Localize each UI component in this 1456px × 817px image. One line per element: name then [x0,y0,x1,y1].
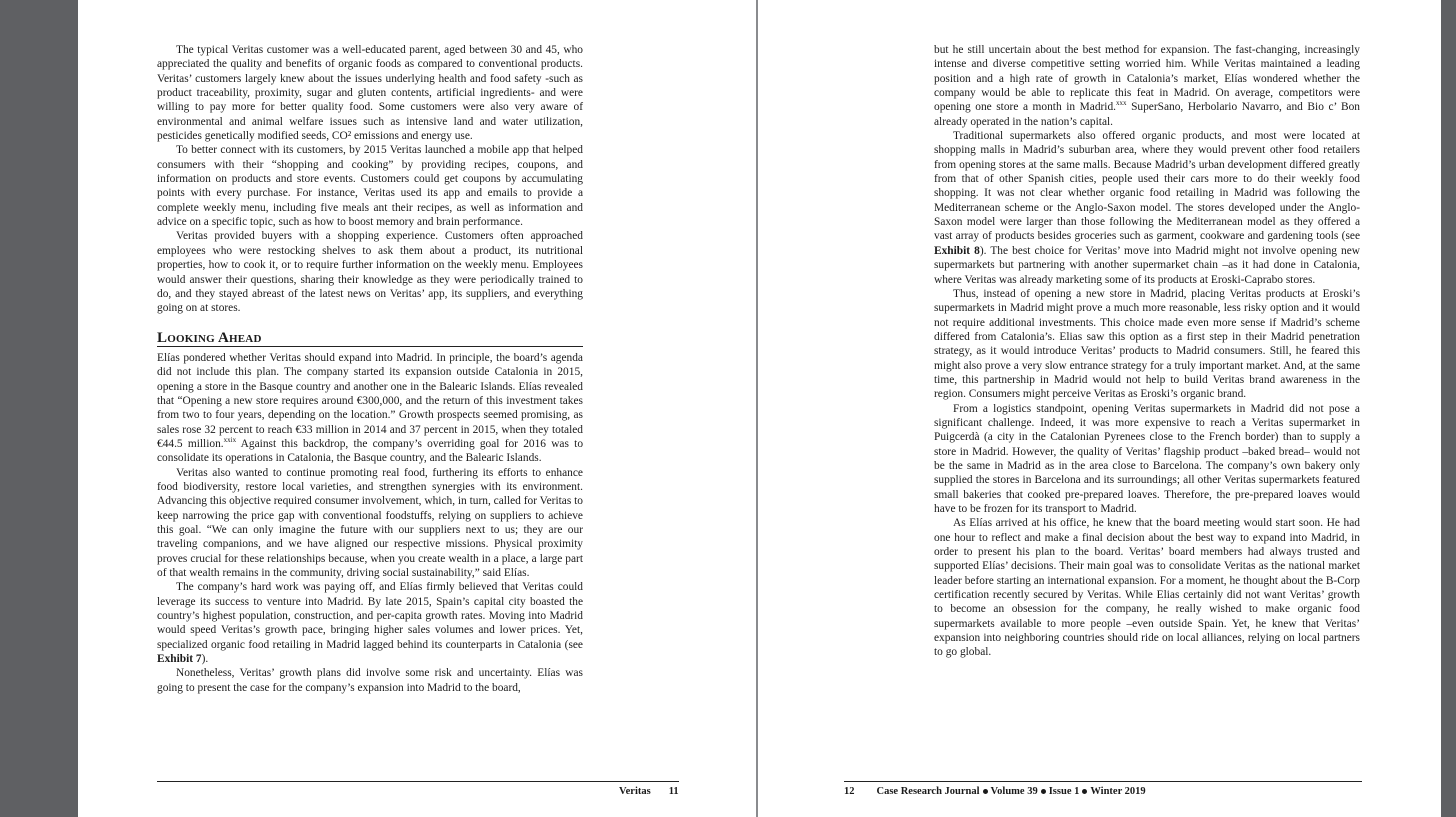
paragraph-uncertainty: but he still uncertain about the best method for expansion. The fast-changing, increasingly intense and diverse competitive setting worried him. While Veritas maintained a leading position and a high rate of growth in Catalonia’s market, Elías wondered whether the company would be able to replicate this feat in Madrid. On average, competitors were opening one store a month in Madrid.$^{xxx}$ SuperSano, Herbolario Navarro, and Bio c’ Bon already operated in the nation’s capital. [934,44,1360,128]
bullet-icon [1082,789,1087,794]
left-text-column [157,43,583,695]
paragraph-board-meeting: As Elías arrived at his office, he knew that the board meeting would start soon. He had one hour to reflect and make a final decision about the best way to expand into Madrid, in order to present his plan to the board. Veritas’ board members had always trusted and supported Elías’ decisions. Their main goal was to consolidate Veritas as the national market leader before starting an international expansion. For a moment, he thought about the B-Corp certification recently secured by Veritas. While Elias certainly did not want Veritas’ growth to become an obsession for the company, he really wished to make organic food supermarkets available to more people –even outside Spain. Yet, he knew that Veritas’ expansion into neighboring countries should ride on local alliances, relying on local partners to go global. [934,517,1360,659]
paragraph-real-food: Veritas also wanted to continue promoting real food, furthering its efforts to enhance food biodiversity, restore local varieties, and strengthen synergies with its environment. Advancing this objective required consumer involvement, which, in turn, called for Veritas to keep narrowing the price gap with conventional foodstuffs, relying on suppliers to achieve this goal. “We can only imagine the future with our suppliers next to us; they are our traveling companions, and we have aligned our respective missions. Physical proximity proves crucial for these relationships because, when you create wealth in a place, a large part of that wealth remains in the community, driving social sustainability,” said Elías. [157,466,583,580]
journal-name: Case Research Journal [876,786,980,797]
left-page-footer [619,786,679,797]
journal-issue: Issue 1 [1048,786,1080,797]
footer-rule [157,781,679,782]
bullet-icon [1041,789,1046,794]
paragraph-expansion: Elías pondered whether Veritas should expand into Madrid. In principle, the board’s agenda did not include this plan. The company started its expansion outside Catalonia in 2015, opening a store in the Basque country and another one in the Balearic Islands. Elías revealed that “Opening a new store requires around €300,000, and the return of this investment takes from two to four years, depending on the location.” Growth prospects seemed promising, as sales rose 32 percent to reach €33 million in 2014 and 37 percent in 2015, when they totaled €44.5 million.$^{xxix}$ Against this backdrop, the company’s overriding goal for 2016 was to consolidate its operations in Catalonia, the Basque country, and the Balearic Islands. [157,351,584,465]
endnote-marker[interactable]: xxx [1116,99,1127,108]
footer-rule [844,781,1362,782]
bullet-icon [983,789,988,794]
exhibit-8-reference[interactable]: Exhibit 8 [934,244,980,257]
exhibit-7-reference[interactable]: Exhibit 7 [157,653,202,666]
right-text-column [934,43,1360,660]
endnote-marker[interactable]: xxix [223,436,237,445]
journal-season: Winter 2019 [1090,786,1146,797]
paragraph-mobile-app: To better connect with its customers, by 2015 Veritas launched a mobile app that helped consumers with their “shopping and cooking” by providing recipes, coupons, and information on products and store events. Customers could get coupons by accumulating points with every purchase. For instance, Veritas used its app and emails to provide a complete weekly menu, including five meals ant their recipes, as well as information and advice on a specific topic, such as how to boost memory and brain performance. [157,144,583,229]
journal-volume: Volume 39 [990,786,1038,797]
right-page-footer [844,786,1146,797]
page-number: 12 [844,786,855,797]
left-page [78,0,756,817]
paragraph-logistics: From a logistics standpoint, opening Veritas supermarkets in Madrid did not pose a significant challenge. Indeed, it was more expensive to reach a Veritas supermarket in Puigcerdà (a city in the Catalonian Pyrenees close to the French border) than to supply a store in Madrid. However, the quality of Veritas’ flagship product –baked bread– would not be the same in Madrid as in the area close to Barcelona. The company’s own bakery only supplied the stores in Barcelona and its surroundings; all other Veritas supermarkets featured small bakeries that cooked pre-prepared loaves. Therefore, the pre-prepared loaves would have to be frozen for its transport to Madrid. [934,402,1360,515]
footer-title: Veritas [619,786,651,797]
paragraph-eroski-option: Thus, instead of opening a new store in Madrid, placing Veritas products at Eroski’s supermarkets in Madrid might prove a much more reasonable, less risky option and it would not require additional investments. This choice made even more sense if Madrid’s scheme differed from Catalonia’s. Elias saw this option as a first step in their Madrid penetration strategy, as it would introduce Veritas’ products to Madrid consumers. Still, he feared this might also prove a very slow entrance strategy for a truly important market. And, at the same time, this partnership in Madrid would not help to build Veritas brand awareness in the region. Consumers might perceive Veritas as Eroski’s organic brand. [934,287,1360,401]
right-page [758,0,1441,817]
page-number: 11 [668,786,679,797]
paragraph-customer-profile: The typical Veritas customer was a well-educated parent, aged between 30 and 45, who appreciated the quality and benefits of organic foods as compared to conventional products. Veritas’ customers largely knew about the issues underlying health and food safety -such as product traceability, proximity, sugar and gluten contents, artificial ingredients- and were willing to pay more for better quality food. Some customers were also very aware of environmental and animal welfare issues such as intensive land and water utilization, pesticides genetically modified seeds, CO² emissions and energy use. [157,44,583,143]
paragraph-shopping-experience: Veritas provided buyers with a shopping experience. Customers often approached employees who were restocking shelves to ask them about a product, its nutritional properties, how to cook it, or to require further information on the weekly menu. Employees would answer their questions, sharing their knowledge as they were periodically trained to do, and they stayed abreast of the latest news on Veritas’ app, its suppliers, and everything going on at stores. [157,230,583,315]
paragraph-leverage-success: The company’s hard work was paying off, and Elías firmly believed that Veritas could leverage its success to venture into Madrid. By late 2015, Spain’s capital city boasted the country’s highest population, construction, and per-capita growth rates. Moving into Madrid would speed Veritas’s growth pace, bringing higher sales volumes and lower prices. Yet, specialized organic food retailing in Madrid lagged behind its counterparts in Catalonia (see Exhibit 7). [157,581,583,666]
paragraph-risk: Nonetheless, Veritas’ growth plans did involve some risk and uncertainty. Elías was going to present the case for the company’s expansion into Madrid to the board, [157,667,583,694]
section-title-looking-ahead: Looking Ahead [157,331,583,347]
paragraph-traditional-supermarkets: Traditional supermarkets also offered organic products, and most were located at shopping malls in Madrid’s suburban area, where they would prevent other food retailers from opening stores at the same malls. Because Madrid’s urban development differed greatly from that of other Spanish cities, people used their cars more to do their weekly food shopping. It was not clear whether organic food retailing in Madrid was following the Mediterranean scheme or the Anglo-Saxon model. The stores developed under the Anglo-Saxon model were larger than those following the Mediterranean model as they offered a vast array of products besides groceries such as garment, cookware and gardening tools (see Exhibit 8). The best choice for Veritas’ move into Madrid might not involve opening new supermarkets but partnering with another supermarket chain –as it had done in Catalonia, where Veritas was already marketing some of its products at Eroski-Caprabo stores. [934,130,1360,286]
